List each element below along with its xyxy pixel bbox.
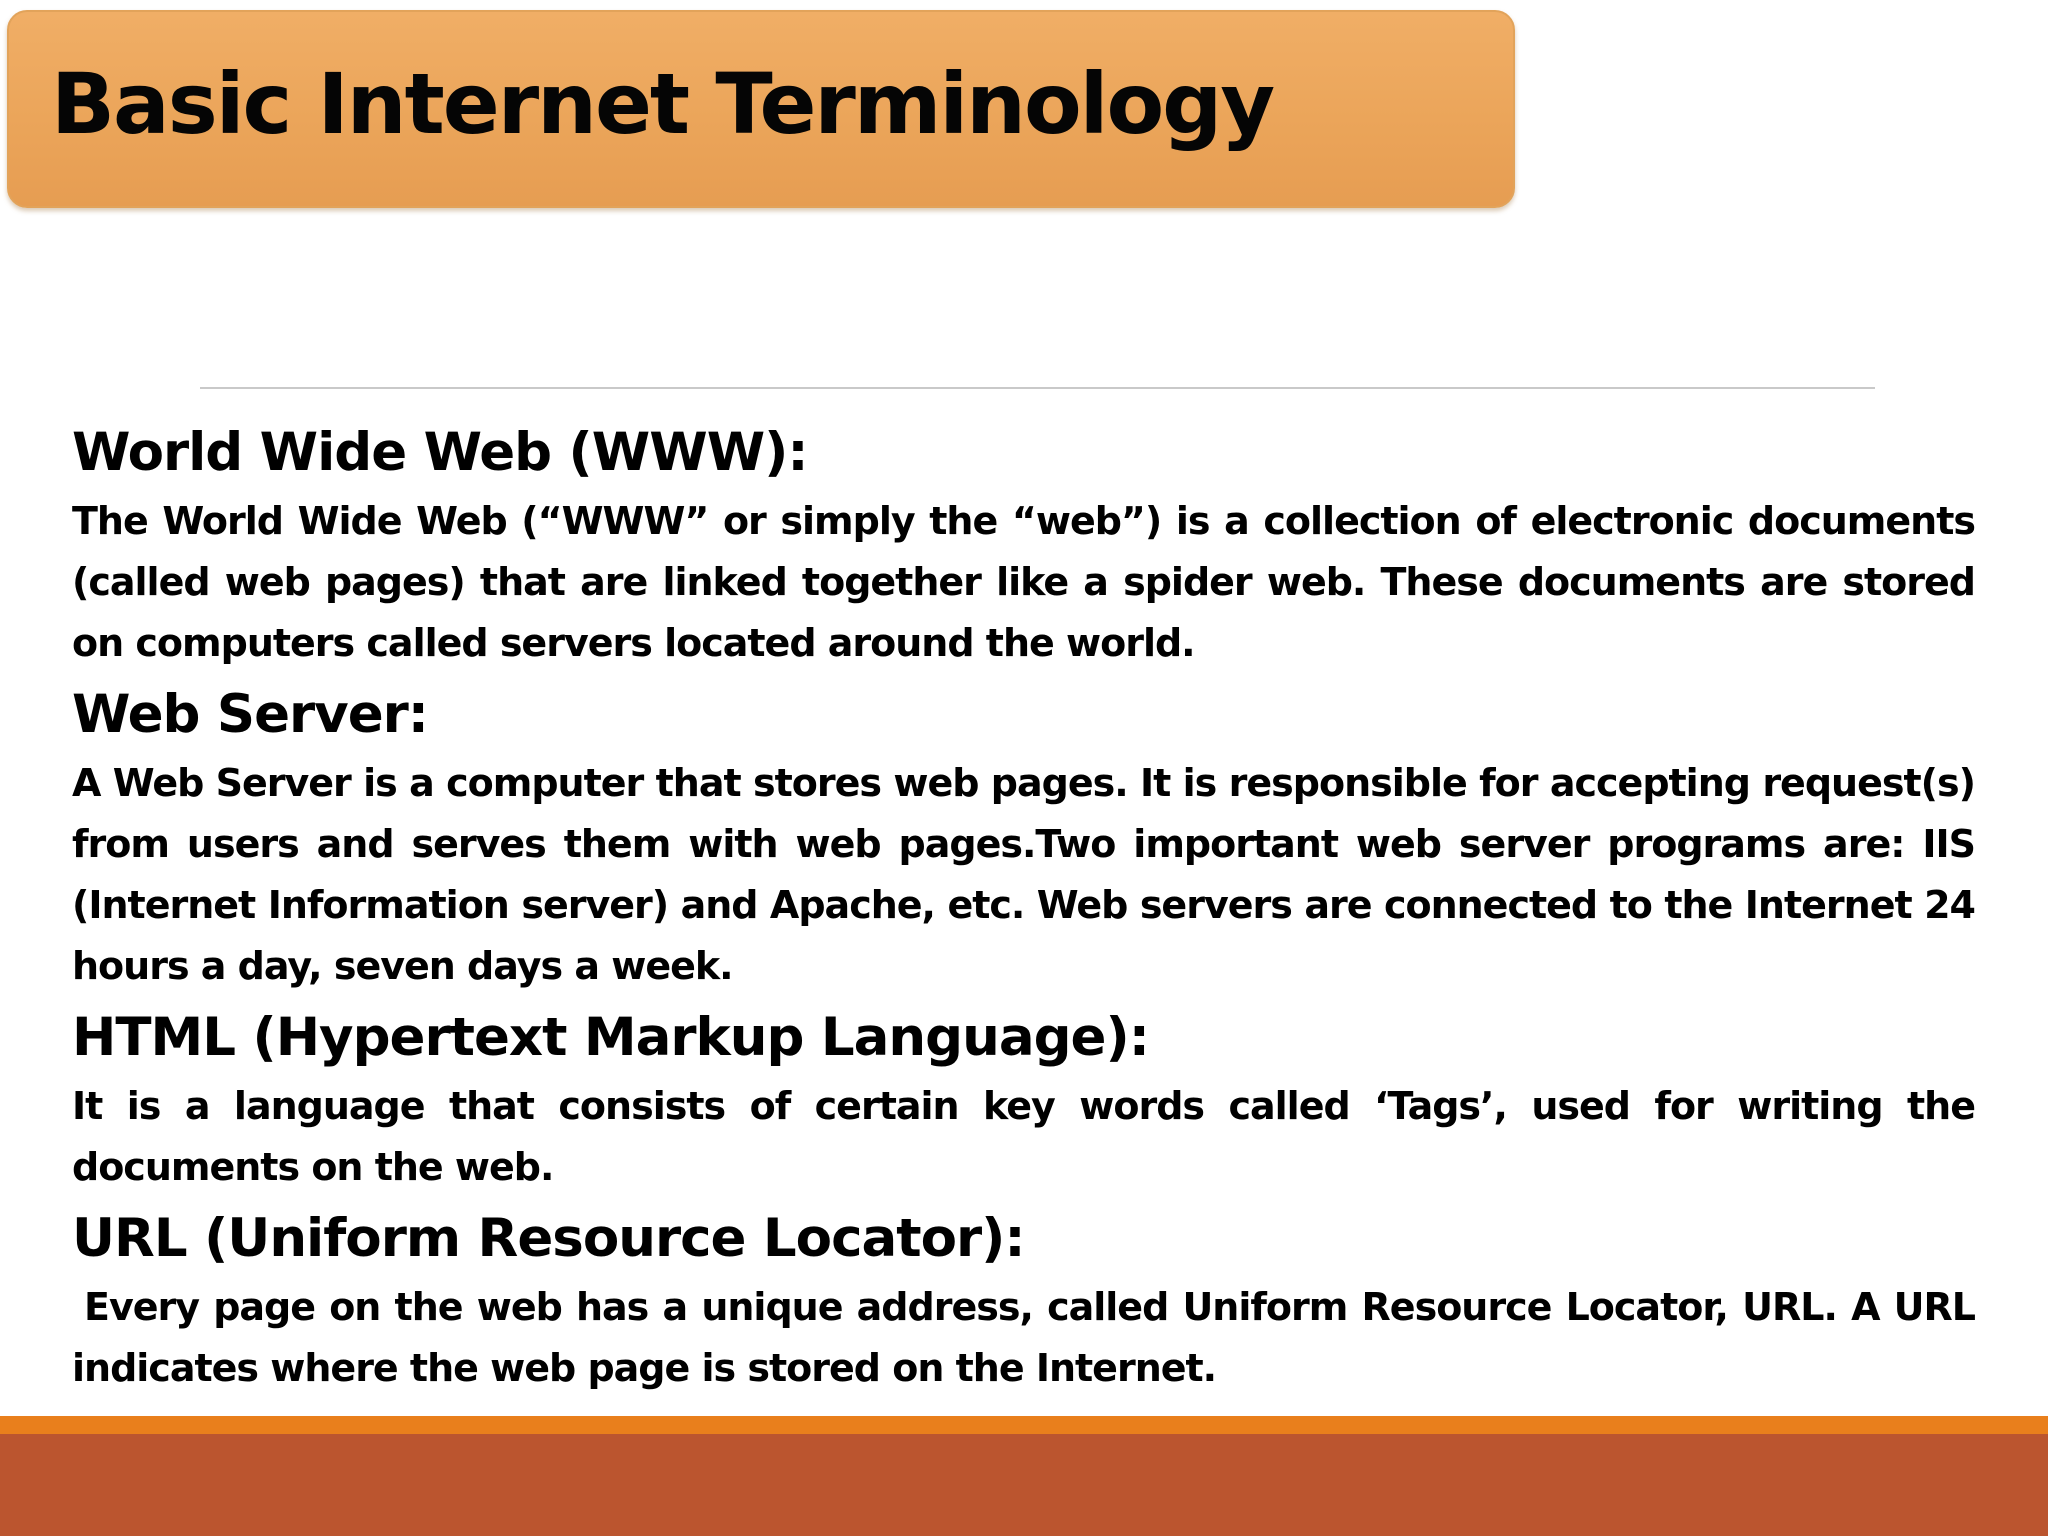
paragraph-web-server: A Web Server is a computer that stores web pages. It is responsible for accepting request(s) from users and serves them with web pages.Two important web server programs are: IIS (Internet Information server) and Apache, etc. Web servers are connected to the Internet 24 hours a day, seven days a week. bbox=[72, 761, 1975, 988]
footer-stripe-orange bbox=[0, 1416, 2048, 1434]
heading-html: HTML (Hypertext Markup Language): bbox=[72, 1007, 1149, 1068]
heading-url: URL (Uniform Resource Locator): bbox=[72, 1208, 1025, 1269]
footer-band bbox=[0, 1434, 2048, 1536]
paragraph-www: The World Wide Web (“WWW” or simply the “web”) is a collection of electronic documents (called web pages) that are linked together like a spider web. These documents are stored on computers called servers located around the world. bbox=[72, 499, 1975, 665]
title-banner bbox=[7, 10, 1515, 208]
slide-content bbox=[72, 415, 1975, 1402]
heading-web-server: Web Server: bbox=[72, 684, 428, 745]
paragraph-url: Every page on the web has a unique address, called Uniform Resource Locator, URL. A URL indicates where the web page is stored on the Internet. bbox=[72, 1285, 1975, 1390]
paragraph-html: It is a language that consists of certain key words called ‘Tags’, used for writing the documents on the web. bbox=[72, 1084, 1975, 1189]
slide-title: Basic Internet Terminology bbox=[51, 55, 1274, 153]
divider-line bbox=[200, 387, 1875, 389]
heading-www: World Wide Web (WWW): bbox=[72, 422, 808, 483]
